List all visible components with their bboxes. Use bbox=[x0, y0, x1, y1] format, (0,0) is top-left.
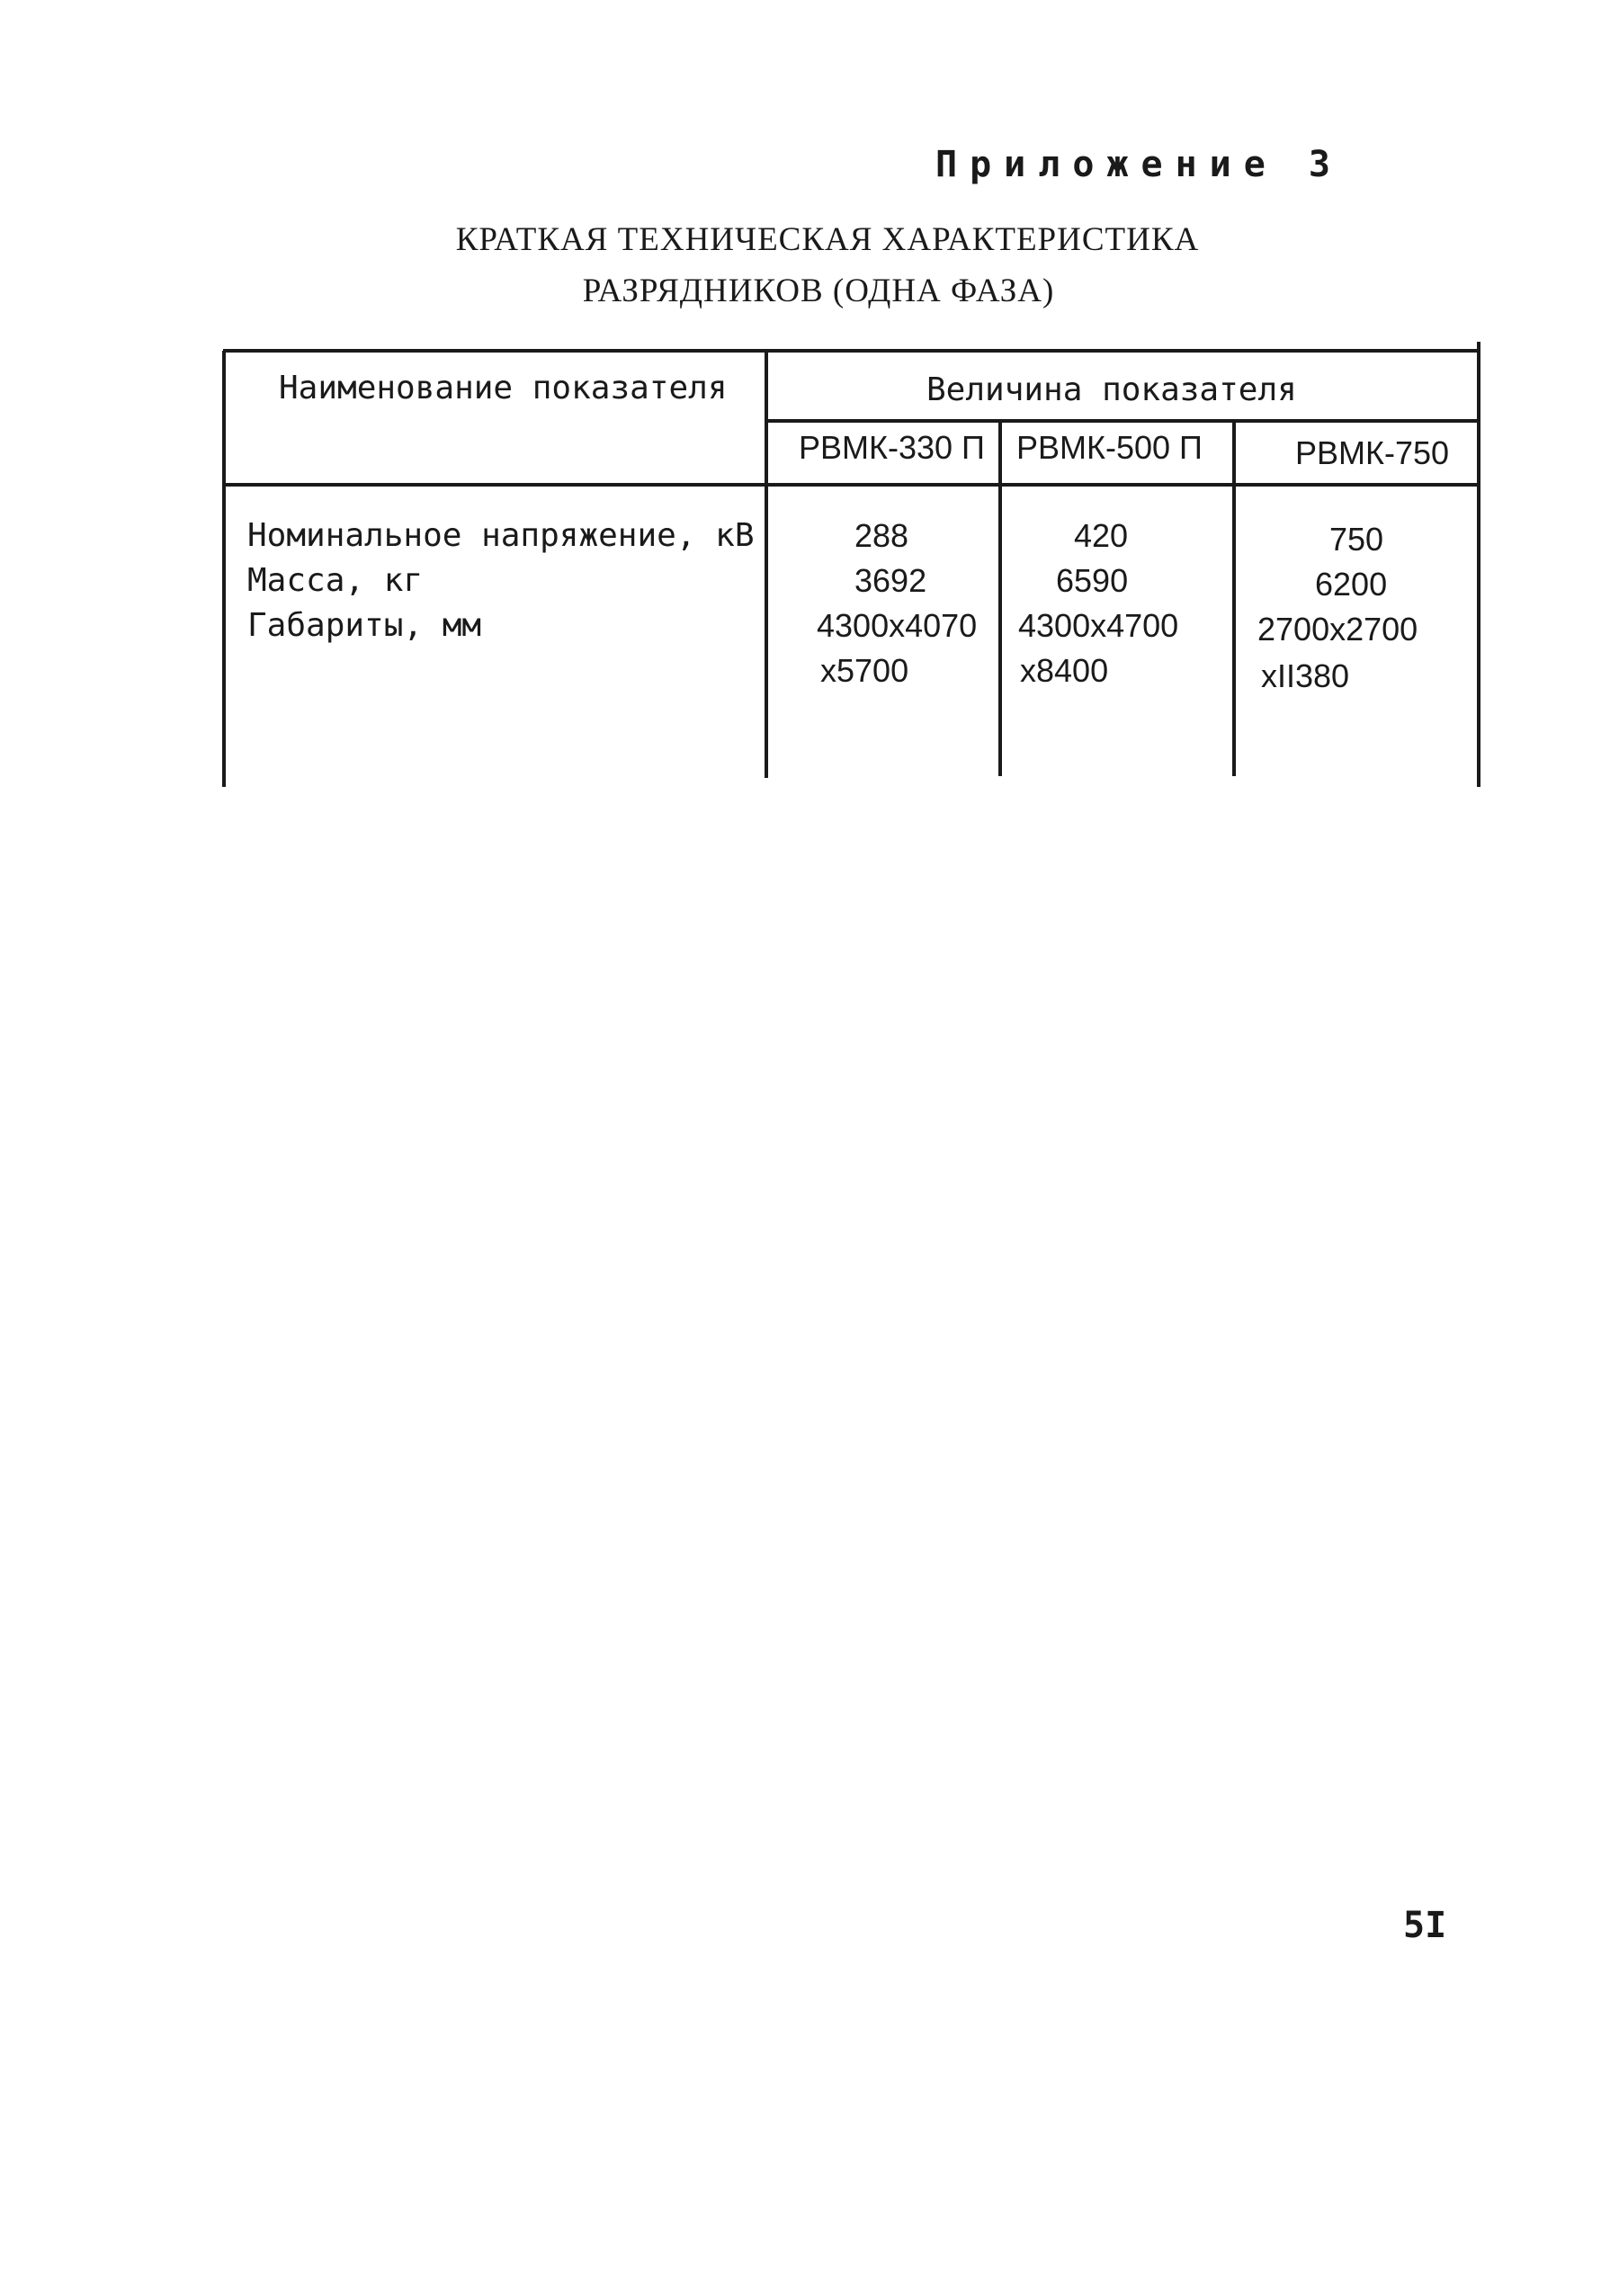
row-label: Габариты, мм bbox=[247, 607, 482, 644]
column-header-rvmk-500: РВМК-500 П bbox=[1016, 429, 1203, 466]
table-header-bottom-border bbox=[223, 483, 1480, 487]
table-cell: 4300х4070 bbox=[817, 607, 978, 644]
appendix-heading bbox=[935, 144, 1330, 185]
header-indicator-name: Наименование показателя bbox=[279, 370, 728, 406]
table-cell: 2700х2700 bbox=[1257, 611, 1418, 648]
appendix-number: 3 bbox=[1308, 144, 1330, 185]
table-left-border bbox=[222, 351, 226, 787]
table-cell: 420 bbox=[1074, 517, 1129, 554]
table-group-divider bbox=[765, 419, 1480, 423]
row-label: Масса, кг bbox=[247, 562, 424, 599]
document-title-line-1: КРАТКАЯ ТЕХНИЧЕСКАЯ ХАРАКТЕРИСТИКА bbox=[455, 221, 1200, 258]
table-cell: х8400 bbox=[1020, 652, 1109, 689]
page-number: 5I bbox=[1403, 1905, 1447, 1946]
table-right-border bbox=[1477, 342, 1480, 787]
row-label: Номинальное напряжение, кВ bbox=[247, 517, 755, 554]
table-cell: хII380 bbox=[1261, 657, 1350, 694]
table-cell: 3692 bbox=[854, 562, 927, 599]
column-header-rvmk-750: РВМК-750 bbox=[1295, 434, 1450, 471]
table-cell: 750 bbox=[1329, 521, 1384, 558]
table-cell: 6590 bbox=[1056, 562, 1129, 599]
column-header-rvmk-330: РВМК-330 П bbox=[799, 429, 985, 466]
table-col-divider-1 bbox=[765, 351, 768, 778]
table-col-divider-2 bbox=[998, 421, 1002, 776]
document-title-line-2: РАЗРЯДНИКОВ (ОДНА ФАЗА) bbox=[582, 272, 1055, 309]
table-col-divider-3 bbox=[1232, 421, 1236, 776]
table-cell: 288 bbox=[854, 517, 909, 554]
table-top-border bbox=[223, 349, 1480, 353]
table-cell: х5700 bbox=[820, 652, 909, 689]
table-cell: 4300х4700 bbox=[1018, 607, 1179, 644]
appendix-label: Приложение bbox=[935, 144, 1278, 185]
header-indicator-value: Величина показателя bbox=[926, 371, 1297, 408]
table-cell: 6200 bbox=[1315, 566, 1388, 603]
